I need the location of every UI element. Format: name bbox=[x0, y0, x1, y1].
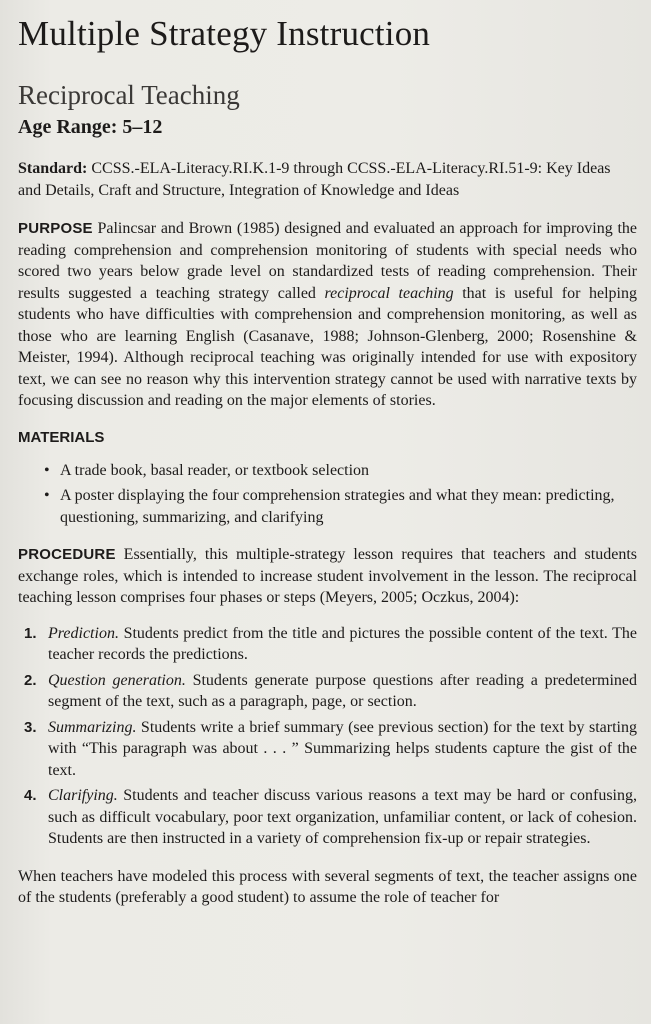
step-term: Prediction. bbox=[48, 624, 119, 642]
list-item bbox=[24, 623, 637, 666]
procedure-paragraph bbox=[18, 544, 637, 609]
list-item bbox=[44, 485, 637, 528]
purpose-term: reciprocal teaching bbox=[324, 284, 454, 302]
step-number: 3. bbox=[24, 718, 37, 736]
material-text: A poster displaying the four comprehension strategies and what they mean: predicting, questioning, summarizing, and clarifying bbox=[60, 487, 615, 526]
purpose-text-1: Palincsar and Brown (1985) designed and evaluated an approach for improving the reading comprehension and comprehension monitoring of students with special needs who scored two years below grade level on standardized tests of reading comprehension. Their results suggested a teaching strategy called bbox=[18, 220, 637, 302]
list-item bbox=[24, 717, 637, 782]
list-item bbox=[44, 460, 637, 482]
list-item bbox=[24, 670, 637, 713]
step-number: 1. bbox=[24, 624, 37, 642]
step-term: Question generation. bbox=[48, 671, 186, 689]
step-term: Summarizing. bbox=[48, 718, 137, 736]
page-title: Multiple Strategy Instruction bbox=[18, 14, 431, 53]
step-text: Students and teacher discuss various reasons a text may be hard or confusing, such as difficult vocabulary, poor text organization, unfamiliar content, or lack of cohesion. Students are then instructed in a variety of comprehension fix-up or repair strategies. bbox=[48, 787, 637, 847]
standard-paragraph bbox=[18, 158, 637, 202]
purpose-paragraph bbox=[18, 218, 637, 412]
materials-heading: MATERIALS bbox=[18, 428, 105, 446]
list-item bbox=[24, 785, 637, 850]
section-title: Reciprocal Teaching bbox=[18, 80, 240, 110]
step-term: Clarifying. bbox=[48, 787, 118, 804]
closing-paragraph: When teachers have modeled this process with several segments of text, the teacher assigns one of the students (preferably a good student) to assume the role of teacher for bbox=[18, 867, 637, 906]
step-number: 2. bbox=[24, 671, 37, 689]
step-text: Students predict from the title and pictures the possible content of the text. The teacher records the predictions. bbox=[48, 624, 637, 663]
bullet-icon: • bbox=[44, 461, 50, 479]
bullet-icon: • bbox=[44, 487, 50, 504]
step-text: Students write a brief summary (see previous section) for the text by starting with “This paragraph was about . . . ” Summarizing helps students capture the gist of the text. bbox=[48, 718, 637, 779]
materials-list bbox=[18, 460, 637, 529]
procedure-text: Essentially, this multiple-strategy lesson requires that teachers and students exchange roles, which is intended to increase student involvement in the lesson. The reciprocal teaching lesson comprises four phases or steps (Meyers, 2005; Oczkus, 2004): bbox=[18, 546, 637, 606]
step-number: 4. bbox=[24, 787, 37, 804]
standard-text: CCSS.-ELA-Literacy.RI.K.1-9 through CCSS.-ELA-Literacy.RI.51-9: Key Ideas and Details, Craft and Structure, Integration of Knowledge and Ideas bbox=[18, 160, 611, 199]
age-range: Age Range: 5–12 bbox=[18, 116, 163, 138]
material-text: A trade book, basal reader, or textbook selection bbox=[60, 461, 370, 479]
purpose-label: PURPOSE bbox=[18, 220, 93, 237]
purpose-text-2: that is useful for helping students who have difficulties with comprehension and comprehension monitoring, as well as those who are learning English (Casanave, 1988; Johnson-Glenberg, 2000; Rosenshine & Meister, 1994). Although reciprocal teaching was originally intended for use with expository text, we can see no reason why this intervention strategy cannot be used with narrative texts by focusing discussion and reading on the major elements of stories. bbox=[18, 284, 637, 409]
standard-label: Standard: bbox=[18, 160, 88, 177]
procedure-label: PROCEDURE bbox=[18, 546, 116, 563]
procedure-steps bbox=[18, 623, 637, 850]
step-text: Students generate purpose questions after reading a predetermined segment of the text, such as a paragraph, page, or section. bbox=[48, 671, 637, 710]
